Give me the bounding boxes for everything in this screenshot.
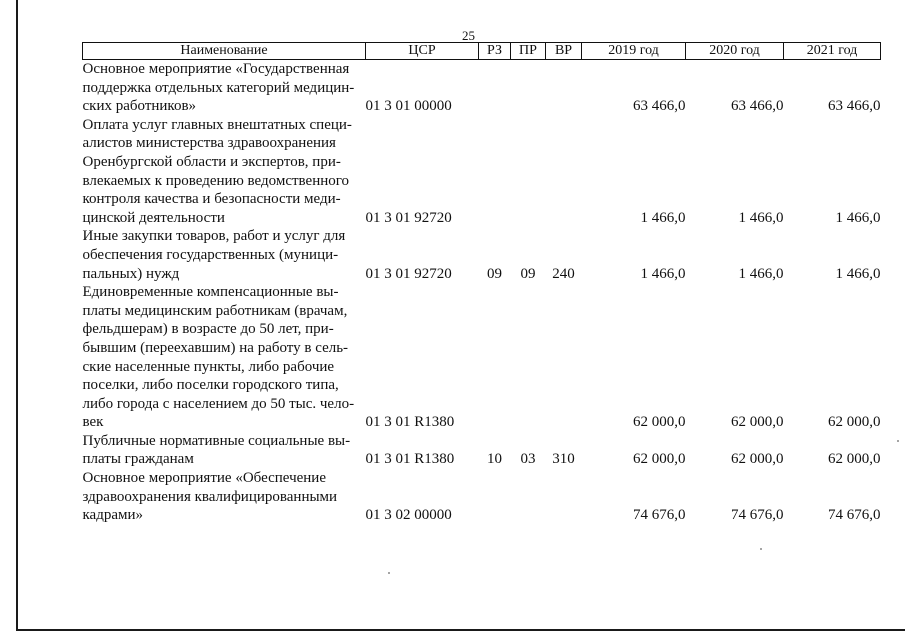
name-line: либо города с населением до 50 тыс. чело- [82,395,355,412]
row-name-cell [83,283,366,432]
rz-cell [479,469,511,525]
amount-2020-cell: 62 000,0 [731,414,784,431]
csr-cell: 01 3 01 R1380 [365,414,455,431]
rz-cell [479,283,511,432]
name-line: ских работников» [82,98,197,115]
header-pr: ПР [511,43,546,60]
row-name-cell [83,469,366,525]
table-header [83,43,881,60]
name-line: пальных) нужд [82,265,180,282]
amount-2019-cell: 63 466,0 [633,98,686,115]
amount-2020-cell: 1 466,0 [738,209,784,226]
name-line: фельдшерам) в возрасте до 50 лет, при- [82,321,334,338]
rz-cell: 10 [487,451,502,468]
name-line: обеспечения государственных (муници- [82,246,339,263]
pr-cell: 09 [520,265,536,282]
name-line: поддержка отдельных категорий медицин- [82,79,355,96]
row-name-cell [83,432,366,469]
name-line: здравоохранения квалифицированными [82,488,338,505]
name-line: влекаемых к проведению ведомственного [82,172,350,189]
table-body [83,60,881,525]
amount-2021-cell: 63 466,0 [828,98,881,115]
rz-cell: 09 [487,265,502,282]
csr-cell: 01 3 01 92720 [365,265,452,282]
row-name-cell [83,60,366,116]
header-name: Наименование [83,43,366,60]
vr-cell [546,116,582,228]
name-line: бывшим (переехавшим) на работу в сель- [82,339,349,356]
budget-table [82,42,881,525]
scan-border-bottom [16,629,905,631]
scan-border-left [16,0,18,630]
name-line: кадрами» [82,507,144,524]
pr-cell [511,116,546,228]
amount-2020-cell: 62 000,0 [731,451,784,468]
table-row [83,432,881,469]
pr-cell [511,283,546,432]
table-row [83,116,881,228]
header-vr: ВР [546,43,582,60]
name-line: платы медицинским работникам (врачам, [82,302,348,319]
header-rz: РЗ [479,43,511,60]
amount-2021-cell: 74 676,0 [828,507,881,524]
name-line: Оренбургской области и экспертов, при- [82,153,341,170]
amount-2021-cell: 62 000,0 [828,451,881,468]
pr-cell [511,60,546,116]
table-row [83,227,881,283]
csr-cell: 01 3 01 92720 [365,209,452,226]
table-row [83,283,881,432]
csr-cell: 01 3 02 00000 [365,507,452,524]
name-line: Иные закупки товаров, работ и услуг для [82,228,346,245]
vr-cell [546,469,582,525]
name-line: цинской деятельности [82,209,225,226]
name-line: контроля качества и безопасности меди- [82,191,341,208]
name-line: ские населенные пункты, либо рабочие [82,358,335,375]
amount-2020-cell: 63 466,0 [731,98,784,115]
name-line: платы гражданам [82,451,194,468]
amount-2021-cell: 1 466,0 [835,209,881,226]
header-2019: 2019 год [582,43,686,60]
vr-cell [546,60,582,116]
amount-2019-cell: 1 466,0 [640,265,686,282]
table-row [83,469,881,525]
name-line: алистов министерства здравоохранения [82,135,336,152]
header-row [83,43,881,60]
name-line: Единовременные компенсационные вы- [82,284,339,301]
name-line: Основное мероприятие «Государственная [82,61,350,77]
table-row [83,60,881,116]
pr-cell [511,469,546,525]
name-line: поселки, либо поселки городского типа, [82,377,339,394]
name-line: Публичные нормативные социальные вы- [82,432,351,449]
vr-cell: 310 [552,451,575,468]
name-line: Оплата услуг главных внештатных специ- [82,116,352,133]
amount-2019-cell: 1 466,0 [640,209,686,226]
name-line: век [82,414,104,431]
rz-cell [479,116,511,228]
header-2021: 2021 год [784,43,881,60]
name-line: Основное мероприятие «Обеспечение [82,470,326,487]
scan-speck [897,440,899,442]
csr-cell: 01 3 01 00000 [365,98,452,115]
vr-cell [546,283,582,432]
row-name-cell [83,116,366,228]
pr-cell: 03 [520,451,536,468]
page-number: 25 [462,28,475,43]
header-2020: 2020 год [686,43,784,60]
header-csr: ЦСР [366,43,479,60]
amount-2021-cell: 62 000,0 [828,414,881,431]
amount-2019-cell: 62 000,0 [633,414,686,431]
csr-cell: 01 3 01 R1380 [365,451,455,468]
scan-speck [760,548,762,550]
scan-speck [388,572,390,574]
amount-2020-cell: 1 466,0 [738,265,784,282]
amount-2019-cell: 74 676,0 [633,507,686,524]
row-name-cell [83,227,366,283]
amount-2020-cell: 74 676,0 [731,507,784,524]
amount-2019-cell: 62 000,0 [633,451,686,468]
vr-cell: 240 [552,265,575,282]
rz-cell [479,60,511,116]
amount-2021-cell: 1 466,0 [835,265,881,282]
